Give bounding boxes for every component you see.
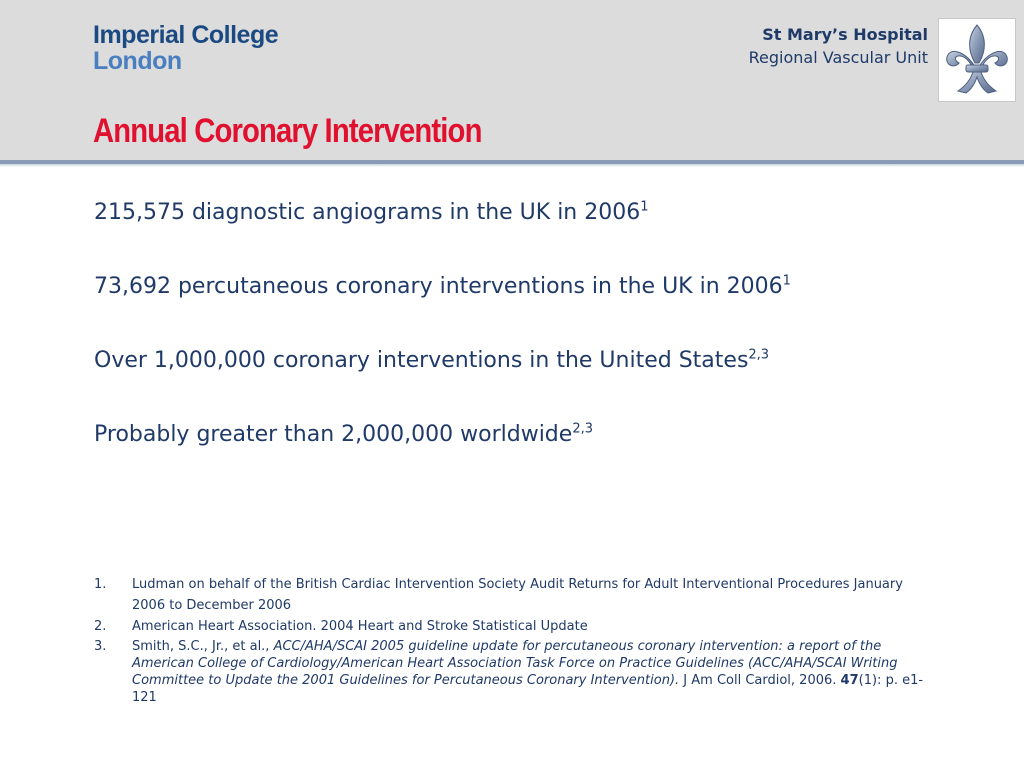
hospital-unit: Regional Vascular Unit bbox=[748, 48, 928, 67]
reference-journal: J Am Coll Cardiol, 2006. bbox=[679, 673, 841, 688]
statistic-text: Probably greater than 2,000,000 worldwide bbox=[94, 422, 573, 447]
imperial-college-logo bbox=[93, 22, 278, 74]
hospital-block bbox=[749, 24, 928, 70]
hospital-name: St Mary’s Hospital bbox=[762, 25, 928, 44]
statistic-item bbox=[94, 420, 954, 494]
reference-number: 3. bbox=[94, 639, 107, 654]
logo-line-1: Imperial College bbox=[93, 21, 279, 49]
reference-text: Ludman on behalf of the British Cardiac Intervention Society Audit Returns for Adult Interventional Procedures January 2006 to December 2006 bbox=[132, 577, 903, 613]
reference-volume: 47 bbox=[840, 673, 859, 688]
reference-text: American Heart Association. 2004 Heart and Stroke Statistical Update bbox=[132, 619, 588, 634]
statistic-item bbox=[94, 272, 954, 346]
citation-marker: 1 bbox=[782, 273, 791, 289]
references-list bbox=[94, 574, 934, 706]
reference-item bbox=[94, 574, 934, 616]
fleur-de-lis-icon bbox=[938, 18, 1016, 102]
statistic-text: 215,575 diagnostic angiograms in the UK in 2006 bbox=[94, 200, 641, 225]
citation-marker: 1 bbox=[640, 199, 649, 215]
reference-authors: Smith, S.C., Jr., et al., bbox=[132, 639, 274, 654]
logo-line-2: London bbox=[93, 47, 182, 75]
slide-title: Annual Coronary Intervention bbox=[93, 112, 482, 150]
statistic-text: 73,692 percutaneous coronary interventions in the UK in 2006 bbox=[94, 274, 783, 299]
citation-marker: 2,3 bbox=[748, 347, 770, 363]
reference-item bbox=[94, 616, 934, 637]
reference-title: ACC/AHA/SCAI 2005 guideline update for percutaneous coronary intervention: a report of the American College of Cardiology/American Heart Association Task Force on Practice Guidelines (ACC/AHA/SCAI Writing Committee to Update the 2001 Guidelines for Percutaneous Coronary Intervention). bbox=[132, 639, 898, 688]
statistic-text: Over 1,000,000 coronary interventions in the United States bbox=[94, 348, 749, 373]
statistics-list bbox=[94, 198, 954, 494]
reference-item bbox=[94, 638, 934, 706]
reference-issue-pages: (1): p. e1-121 bbox=[132, 673, 924, 705]
statistic-item bbox=[94, 198, 954, 272]
citation-marker: 2,3 bbox=[572, 421, 593, 437]
header-divider-shadow bbox=[0, 164, 1024, 167]
statistic-item bbox=[94, 346, 954, 420]
reference-number: 2. bbox=[94, 619, 107, 634]
reference-number: 1. bbox=[94, 577, 107, 592]
